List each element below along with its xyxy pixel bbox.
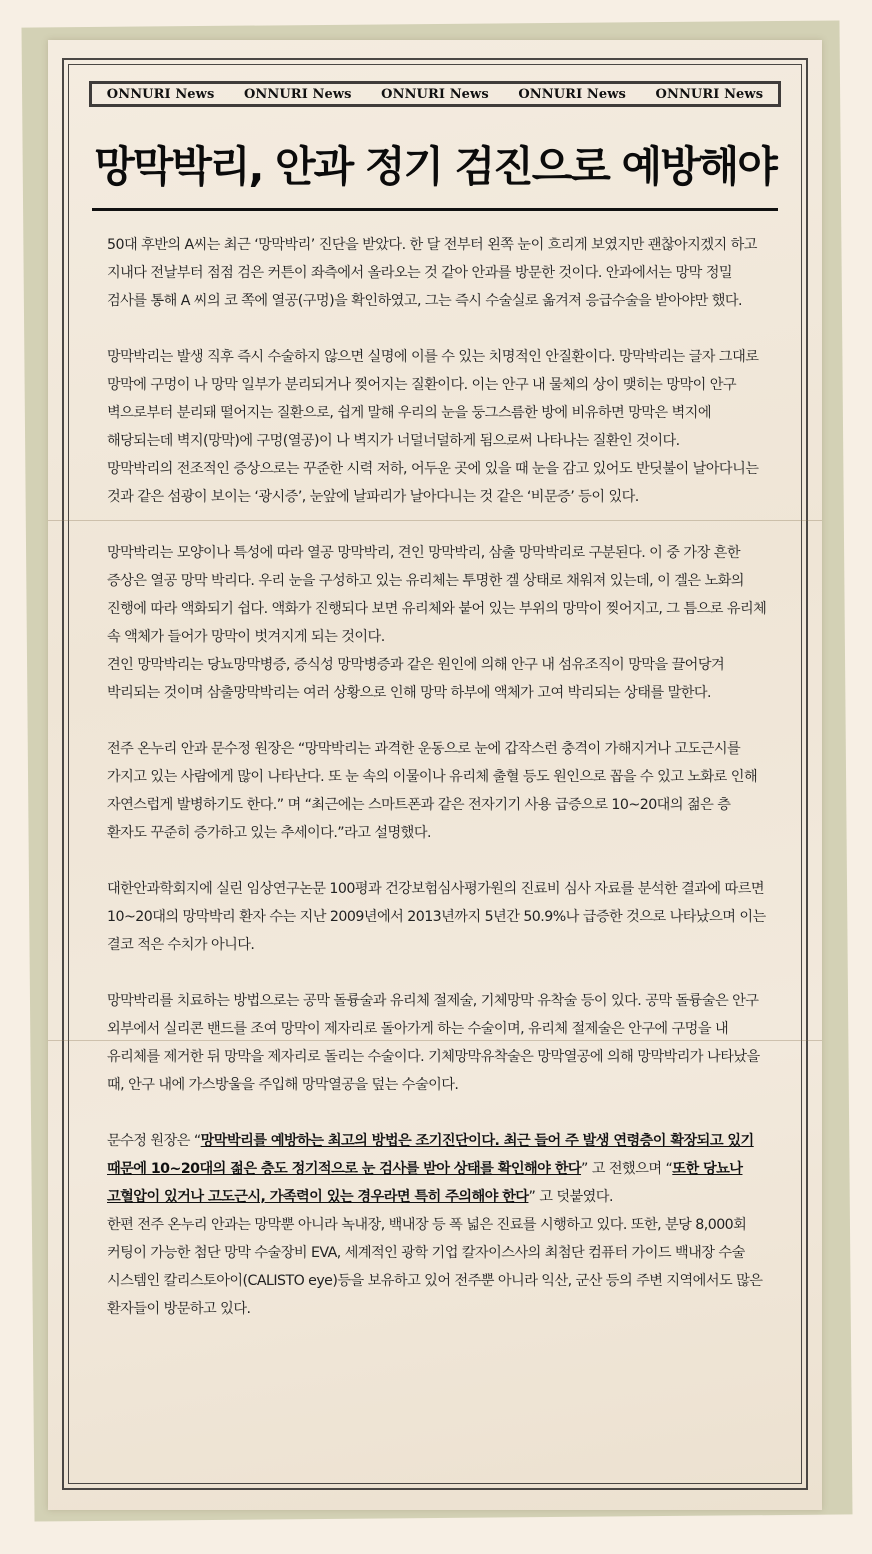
quote-text: ” 고 덧붙였다. (528, 1189, 613, 1205)
quote-text: 문수정 원장은 “ (107, 1133, 201, 1149)
quote-emphasis: 망막박리를 예방하는 최고의 방법은 조기진단이다. 최근 들어 주 발생 연령층이 확장되고 있기 때문에 10~20대의 젊은 층도 정기적으로 눈 검사를 받아 상태를 확인해야 한다 (107, 1133, 754, 1177)
masthead-label: ONNURI News (381, 86, 489, 102)
quote-emphasis: 또한 당뇨나 고혈압이 있거나 고도근시, 가족력이 있는 경우라면 특히 주의해야 한다 (107, 1161, 743, 1205)
article-paragraph: 한편 전주 온누리 안과는 망막뿐 아니라 녹내장, 백내장 등 폭 넓은 진료를 시행하고 있다. 또한, 분당 8,000회 커팅이 가능한 첨단 망막 수술장비 EVA, 세계적인 광학 기업 칼자이스사의 최첨단 컴퓨터 가이드 백내장 수술 시스템인 칼리스토아이(CALISTO eye)등을 보유하고 있어 전주뿐 아니라 익산, 군산 등의 주변 지역에서도 많은 환자들이 방문하고 있다. (107, 1217, 763, 1317)
article-paragraph: 망막박리를 치료하는 방법으로는 공막 돌륭술과 유리체 절제술, 기체망막 유착술 등이 있다. 공막 돌륭술은 안구 외부에서 실리콘 밴드를 조여 망막이 제자리로 돌아가게 하는 수술이며, 유리체 절제술은 안구에 구멍을 내 유리체를 제거한 뒤 망막을 제자리로 돌리는 수술이다. 기체망막유착술은 망막열공에 의해 망막박리가 나타났을 때, 안구 내에 가스방울을 주입해 망막열공을 덮는 수술이다. (107, 993, 760, 1093)
article-paragraph: 50대 후반의 A씨는 최근 ‘망막박리’ 진단을 받았다. 한 달 전부터 왼쪽 눈이 흐리게 보였지만 괜찮아지겠지 하고 지내다 전날부터 점점 검은 커튼이 좌측에서 올라오는 것 같아 안과를 방문한 것이다. 안과에서는 망막 정밀 검사를 통해 A 씨의 코 쪽에 열공(구멍)을 확인하였고, 그는 즉시 수술실로 옮겨져 응급수술을 받아야만 했다. (107, 237, 757, 309)
article-body (107, 231, 769, 1323)
masthead-label: ONNURI News (106, 86, 215, 102)
news-masthead-bar (89, 81, 781, 107)
masthead-label: ONNURI News (518, 86, 626, 102)
article-paragraph: 망막박리의 전조적인 증상으로는 꾸준한 시력 저하, 어두운 곳에 있을 때 눈을 감고 있어도 반딧불이 날아다니는 것과 같은 섬광이 보이는 ‘광시증’, 눈앞에 날파리가 날아다니는 것 같은 ‘비문증’ 등이 있다. (107, 461, 759, 505)
headline: 망막박리, 안과 정기 검진으로 예방해야 (94, 142, 776, 191)
masthead-label: ONNURI News (655, 86, 764, 102)
quote-text: ” 고 전했으며 “ (581, 1161, 673, 1177)
article-paragraph: 망막박리는 발생 직후 즉시 수술하지 않으면 실명에 이를 수 있는 치명적인 안질환이다. 망막박리는 글자 그대로 망막에 구멍이 나 망막 일부가 분리되거나 찢어지는 질환이다. 이는 안구 내 물체의 상이 맺히는 망막이 안구 벽으로부터 분리돼 떨어지는 질환으로, 쉽게 말해 우리의 눈을 둥그스름한 방에 비유하면 망막은 벽지에 해당되는데 벽지(망막)에 구멍(열공)이 나 벽지가 너덜너덜하게 됨으로써 나타나는 질환인 것이다. (107, 349, 759, 449)
article-paragraph: 견인 망막박리는 당뇨망막병증, 증식성 망막병증과 같은 원인에 의해 안구 내 섬유조직이 망막을 끌어당겨 박리되는 것이며 삼출망막박리는 여러 상황으로 인해 망막 하부에 액체가 고여 박리되는 상태를 말한다. (107, 657, 725, 701)
article-paragraph-quote (107, 1127, 769, 1211)
article-paragraph: 대한안과학회지에 실린 임상연구논문 100평과 건강보험심사평가원의 진료비 심사 자료를 분석한 결과에 따르면 10~20대의 망막박리 환자 수는 지난 2009년에서 2013년까지 5년간 50.9%나 급증한 것으로 나타났으며 이는 결코 적은 수치가 아니다. (107, 881, 766, 953)
headline-divider (92, 208, 778, 211)
article-paragraph: 전주 온누리 안과 문수정 원장은 “망막박리는 과격한 운동으로 눈에 갑작스런 충격이 가해지거나 고도근시를 가지고 있는 사람에게 많이 나타난다. 또 눈 속의 이물이나 유리체 출혈 등도 원인으로 꼽을 수 있고 노화로 인해 자연스럽게 발병하기도 한다.” 며 “최근에는 스마트폰과 같은 전자기기 사용 급증으로 10~20대의 젊은 층 환자도 꾸준히 증가하고 있는 추세이다.”라고 설명했다. (107, 741, 758, 841)
masthead-label: ONNURI News (243, 86, 352, 102)
article-paragraph: 망막박리는 모양이나 특성에 따라 열공 망막박리, 견인 망막박리, 삼출 망막박리로 구분된다. 이 중 가장 흔한 증상은 열공 망막 박리다. 우리 눈을 구성하고 있는 유리체는 투명한 겔 상태로 채워져 있는데, 이 겔은 노화의 진행에 따라 액화되기 쉽다. 액화가 진행되다 보면 유리체와 붙어 있는 부위의 망막이 찢어지고, 그 틈으로 유리체 속 액체가 들어가 망막이 벗겨지게 되는 것이다. (107, 545, 767, 645)
